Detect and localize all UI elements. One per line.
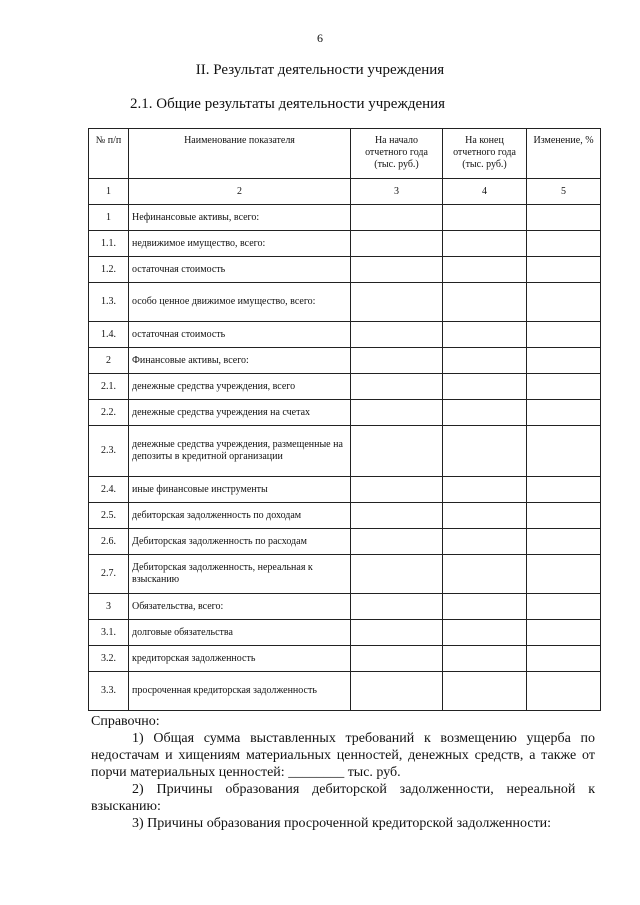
column-index: 2 — [129, 179, 351, 205]
change-cell — [527, 205, 601, 231]
column-index: 4 — [443, 179, 527, 205]
reference-item-2: 2) Причины образования дебиторской задолженности, нереальной к взысканию: — [91, 782, 595, 814]
indicator-name: дебиторская задолженность по доходам — [129, 503, 351, 529]
row-number: 1.3. — [89, 283, 129, 322]
value-start-cell — [351, 594, 443, 620]
row-number: 2.3. — [89, 426, 129, 477]
row-number: 1.1. — [89, 231, 129, 257]
section-title: II. Результат деятельности учреждения — [195, 62, 445, 78]
value-end-cell — [443, 620, 527, 646]
value-start-cell — [351, 555, 443, 594]
change-cell — [527, 503, 601, 529]
row-number: 1.4. — [89, 322, 129, 348]
table-row — [89, 400, 601, 426]
table-row — [89, 594, 601, 620]
subsection-title: 2.1. Общие результаты деятельности учреждения — [130, 96, 446, 112]
table-row — [89, 620, 601, 646]
column-index: 3 — [351, 179, 443, 205]
indicator-name: недвижимое имущество, всего: — [129, 231, 351, 257]
value-start-cell — [351, 374, 443, 400]
value-end-cell — [443, 672, 527, 711]
reference-item-3: 3) Причины образования просроченной кредиторской задолженности: — [132, 816, 552, 831]
table-row — [89, 503, 601, 529]
reference-block — [91, 713, 595, 832]
header-row — [89, 129, 601, 179]
table-row — [89, 672, 601, 711]
value-start-cell — [351, 646, 443, 672]
indicator-name: остаточная стоимость — [129, 322, 351, 348]
value-start-cell — [351, 257, 443, 283]
value-end-cell — [443, 283, 527, 322]
row-number: 2.1. — [89, 374, 129, 400]
table-row — [89, 257, 601, 283]
value-end-cell — [443, 231, 527, 257]
change-cell — [527, 400, 601, 426]
indicator-name: остаточная стоимость — [129, 257, 351, 283]
change-cell — [527, 672, 601, 711]
indicator-name: просроченная кредиторская задолженность — [129, 672, 351, 711]
indicator-name: денежные средства учреждения на счетах — [129, 400, 351, 426]
table-header — [89, 129, 601, 179]
indicator-name: Нефинансовые активы, всего: — [129, 205, 351, 231]
page-number: 6 — [317, 31, 323, 45]
table-row — [89, 231, 601, 257]
indicator-name: кредиторская задолженность — [129, 646, 351, 672]
value-start-cell — [351, 231, 443, 257]
change-cell — [527, 257, 601, 283]
change-cell — [527, 529, 601, 555]
row-number: 2 — [89, 348, 129, 374]
value-start-cell — [351, 426, 443, 477]
value-start-cell — [351, 477, 443, 503]
column-index: 5 — [527, 179, 601, 205]
row-number: 2.4. — [89, 477, 129, 503]
column-index-row — [89, 179, 601, 205]
value-start-cell — [351, 348, 443, 374]
table-row — [89, 477, 601, 503]
value-end-cell — [443, 322, 527, 348]
value-start-cell — [351, 503, 443, 529]
row-number: 3.2. — [89, 646, 129, 672]
header-num: № п/п — [89, 129, 129, 179]
row-number: 1 — [89, 205, 129, 231]
reference-item-1: 1) Общая сумма выставленных требований к возмещению ущерба по недостачам и хищениям материальных ценностей, денежных средств, а также от порчи материальных ценностей: ________ тыс. руб. — [91, 731, 595, 780]
row-number: 2.6. — [89, 529, 129, 555]
row-number: 2.2. — [89, 400, 129, 426]
value-end-cell — [443, 374, 527, 400]
value-end-cell — [443, 594, 527, 620]
indicator-name: долговые обязательства — [129, 620, 351, 646]
row-number: 3 — [89, 594, 129, 620]
value-start-cell — [351, 205, 443, 231]
indicator-name: денежные средства учреждения, размещенные на депозиты в кредитной организации — [129, 426, 351, 477]
change-cell — [527, 620, 601, 646]
row-number: 2.7. — [89, 555, 129, 594]
indicator-name: Финансовые активы, всего: — [129, 348, 351, 374]
change-cell — [527, 555, 601, 594]
value-start-cell — [351, 620, 443, 646]
indicator-name: Обязательства, всего: — [129, 594, 351, 620]
change-cell — [527, 594, 601, 620]
value-start-cell — [351, 672, 443, 711]
reference-heading: Справочно: — [91, 714, 160, 729]
header-end: На конец отчетного года (тыс. руб.) — [443, 129, 527, 179]
value-end-cell — [443, 555, 527, 594]
value-end-cell — [443, 529, 527, 555]
table-row — [89, 646, 601, 672]
header-change: Изменение, % — [527, 129, 601, 179]
table-row — [89, 348, 601, 374]
change-cell — [527, 322, 601, 348]
change-cell — [527, 426, 601, 477]
value-start-cell — [351, 322, 443, 348]
value-start-cell — [351, 529, 443, 555]
change-cell — [527, 374, 601, 400]
results-table — [88, 128, 601, 711]
table-row — [89, 555, 601, 594]
row-number: 3.3. — [89, 672, 129, 711]
indicator-name: иные финансовые инструменты — [129, 477, 351, 503]
value-end-cell — [443, 646, 527, 672]
header-name: Наименование показателя — [129, 129, 351, 179]
table-row — [89, 374, 601, 400]
row-number: 2.5. — [89, 503, 129, 529]
value-start-cell — [351, 283, 443, 322]
change-cell — [527, 283, 601, 322]
table-row — [89, 205, 601, 231]
column-index: 1 — [89, 179, 129, 205]
indicator-name: Дебиторская задолженность, нереальная к взысканию — [129, 555, 351, 594]
value-end-cell — [443, 257, 527, 283]
table-row — [89, 426, 601, 477]
indicator-name: денежные средства учреждения, всего — [129, 374, 351, 400]
change-cell — [527, 646, 601, 672]
value-end-cell — [443, 426, 527, 477]
indicator-name: особо ценное движимое имущество, всего: — [129, 283, 351, 322]
table-body — [89, 179, 601, 711]
row-number: 3.1. — [89, 620, 129, 646]
value-end-cell — [443, 400, 527, 426]
value-end-cell — [443, 503, 527, 529]
value-end-cell — [443, 205, 527, 231]
value-start-cell — [351, 400, 443, 426]
value-end-cell — [443, 348, 527, 374]
change-cell — [527, 477, 601, 503]
table-row — [89, 322, 601, 348]
indicator-name: Дебиторская задолженность по расходам — [129, 529, 351, 555]
change-cell — [527, 231, 601, 257]
table-row — [89, 283, 601, 322]
change-cell — [527, 348, 601, 374]
header-start: На начало отчетного года (тыс. руб.) — [351, 129, 443, 179]
row-number: 1.2. — [89, 257, 129, 283]
value-end-cell — [443, 477, 527, 503]
table-row — [89, 529, 601, 555]
